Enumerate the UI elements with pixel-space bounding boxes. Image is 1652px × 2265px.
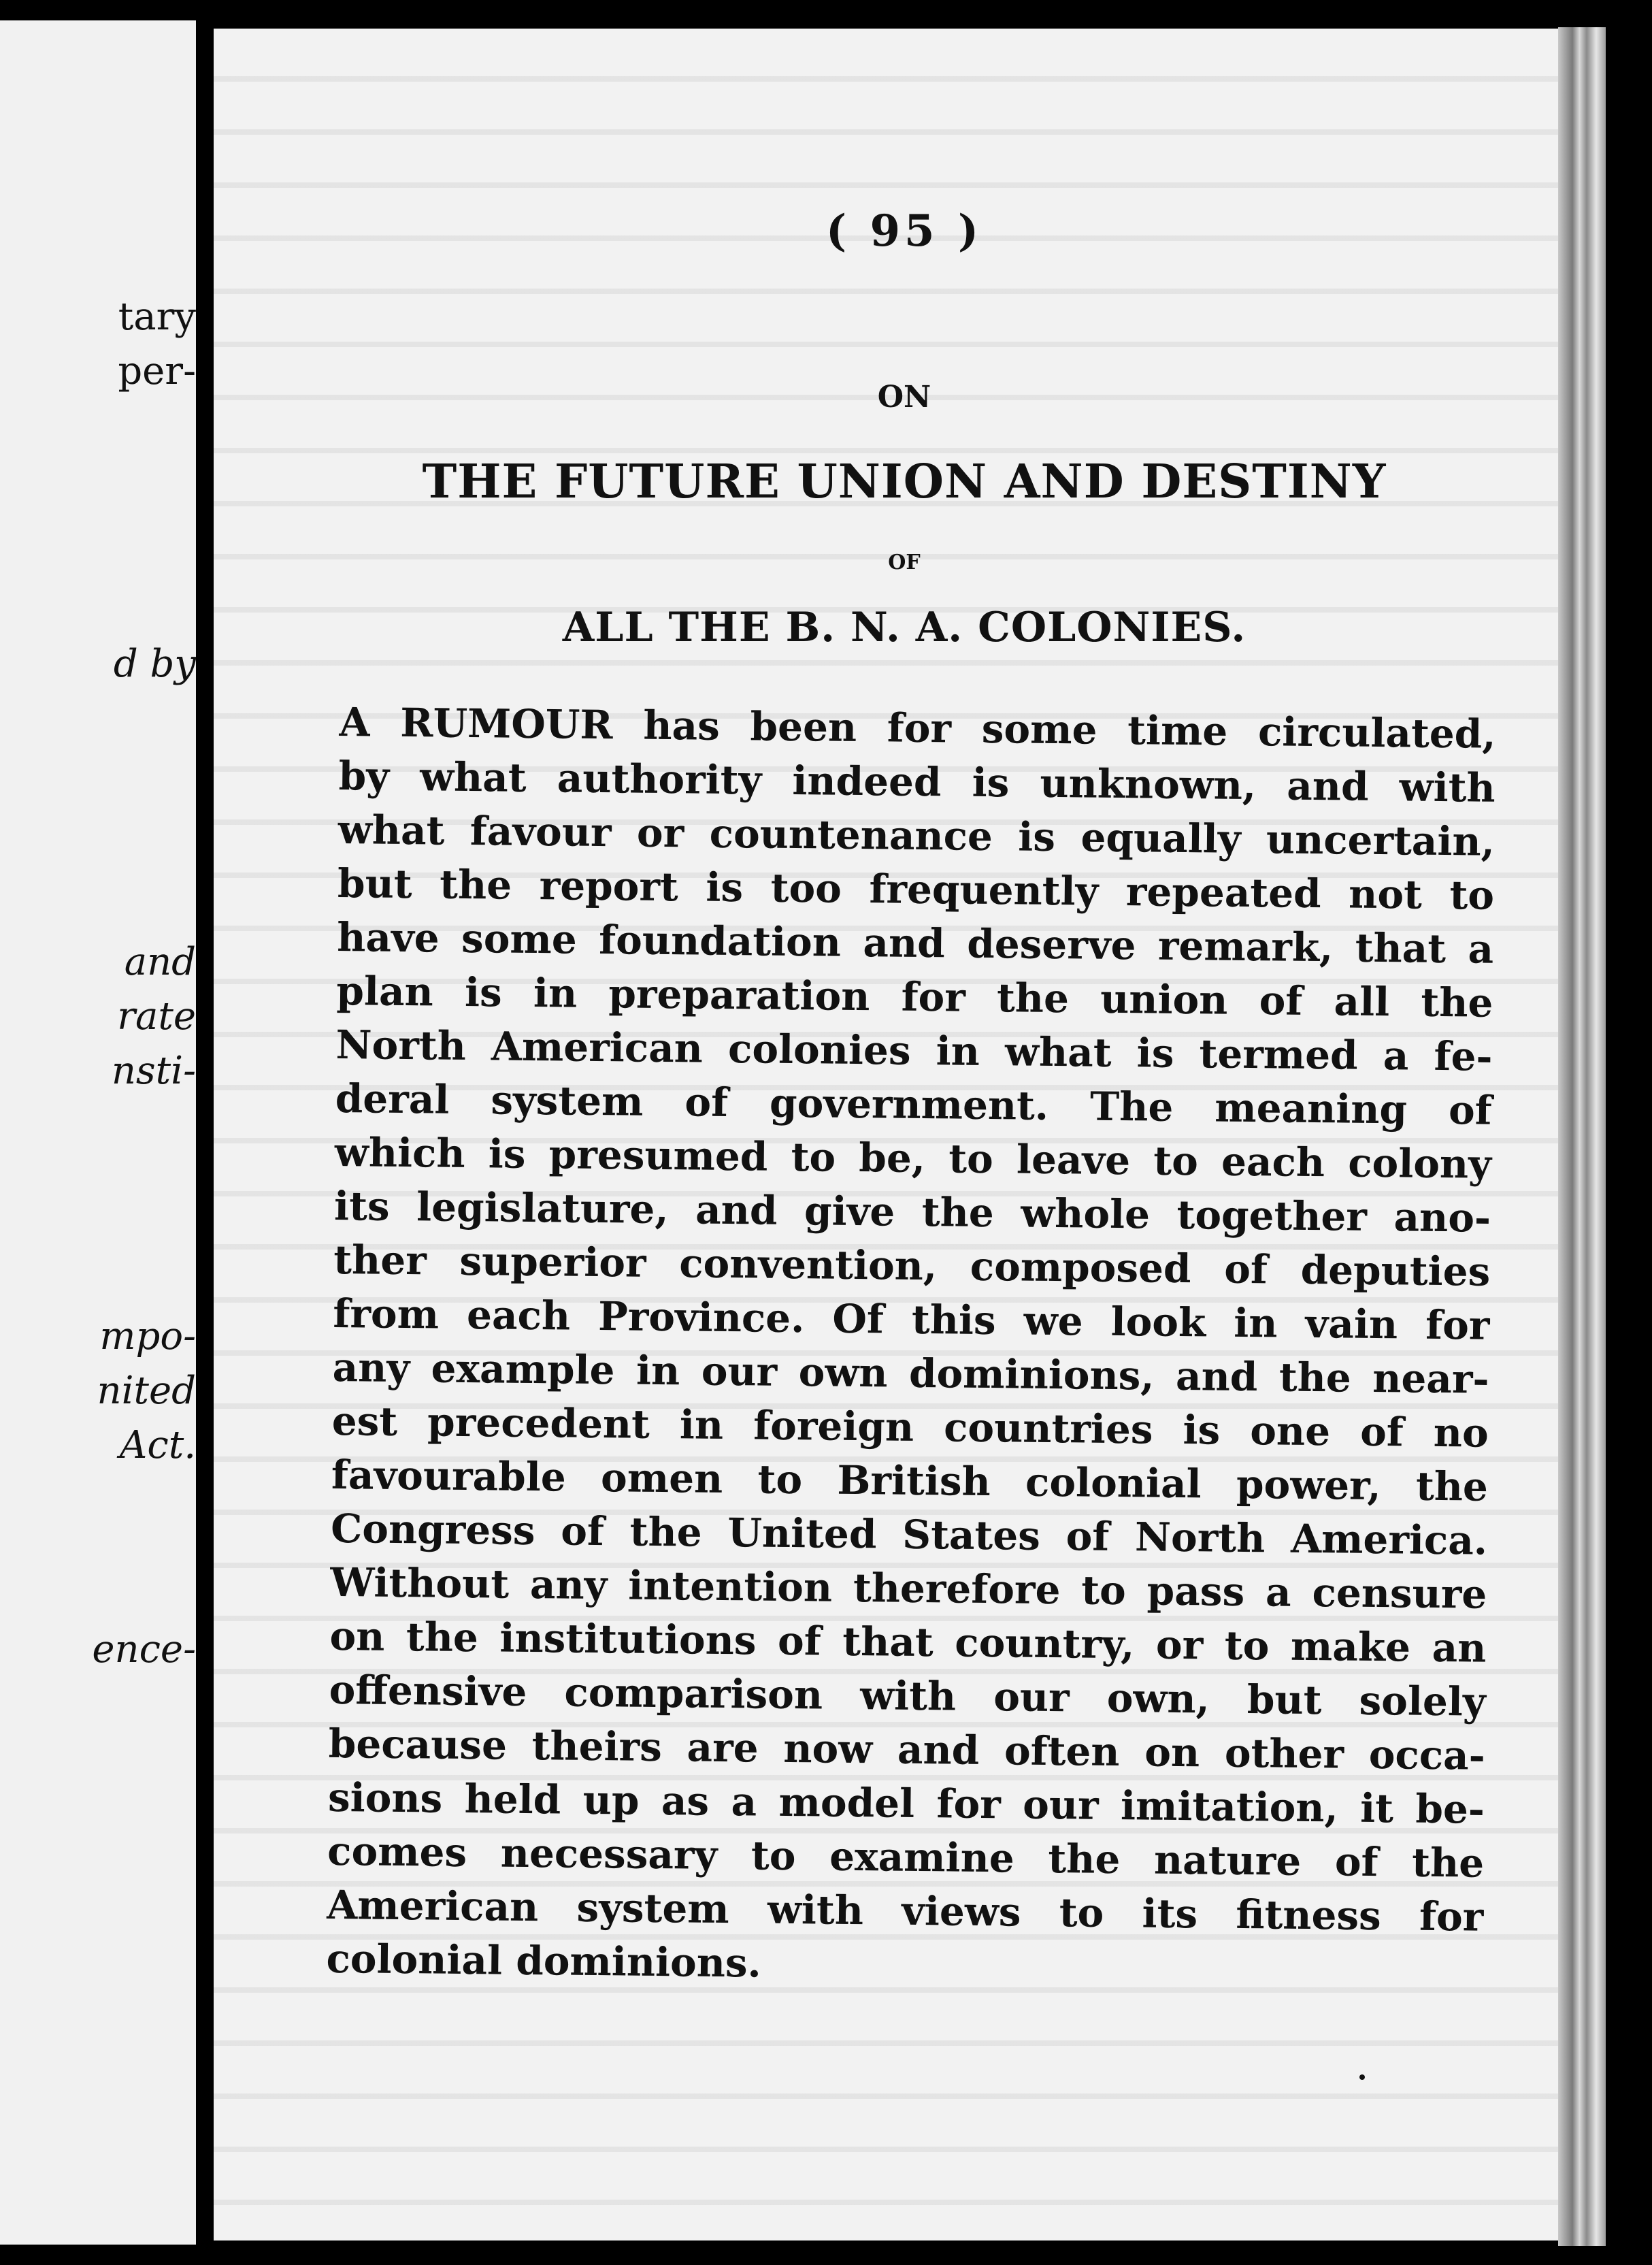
left-page-fragment: and <box>124 940 196 984</box>
text-line: but the report is too frequently repeated not to <box>337 860 1495 919</box>
text-line: because theirs are now and often on other occa- <box>328 1720 1486 1779</box>
left-page-fragment: Act. <box>119 1423 196 1467</box>
left-page-fragment: tary <box>118 295 196 339</box>
left-page-fragment: mpo- <box>99 1314 196 1358</box>
text-line: offensive comparison with our own, but solely <box>329 1666 1486 1725</box>
text-line: by what authority indeed is unknown, and with <box>338 752 1496 811</box>
text-line: North American colonies in what is termed a fe- <box>335 1021 1493 1080</box>
text-line: favourable omen to British colonial power, the <box>331 1451 1489 1510</box>
text-line: from each Province. Of this we look in vain for <box>333 1290 1490 1349</box>
text-line: have some foundation and deserve remark, that a <box>336 913 1494 973</box>
left-page-fragment: nsti- <box>111 1049 196 1093</box>
page-title: THE FUTURE UNION AND DESTINY <box>422 455 1387 509</box>
text-line: comes necessary to examine the nature of the <box>327 1827 1485 1887</box>
text-line: ther superior convention, composed of deputies <box>333 1236 1491 1295</box>
text-line: Without any intention therefore to pass a censure <box>329 1559 1487 1618</box>
text-line: on the institutions of that country, or to make an <box>329 1612 1487 1672</box>
text-line: Congress of the United States of North America. <box>330 1505 1488 1564</box>
text-line: A RUMOUR has been for some time circulated, <box>339 698 1496 757</box>
heading-of: OF <box>888 551 921 574</box>
left-facing-page <box>0 20 196 2245</box>
text-line: sions held up as a model for our imitation, it be- <box>327 1774 1485 1833</box>
left-page-fragment: rate <box>117 994 196 1039</box>
text-line: its legislature, and give the whole together ano- <box>333 1182 1491 1241</box>
text-line: plan is in preparation for the union of all the <box>336 967 1493 1026</box>
main-page <box>214 29 1568 2240</box>
text-line: deral system of government. The meaning of <box>335 1075 1493 1134</box>
heading-on: ON <box>877 380 931 414</box>
page-number: ( 95 ) <box>825 206 983 257</box>
left-page-fragment: ence- <box>92 1627 196 1672</box>
left-page-fragment: d by <box>113 642 196 686</box>
left-page-fragment: nited <box>97 1369 196 1413</box>
text-line: any example in our own dominions, and the near- <box>332 1343 1489 1403</box>
page-edges <box>1558 27 1606 2246</box>
text-line: what favour or countenance is equally uncertain, <box>337 806 1496 865</box>
text-line: which is presumed to be, to leave to each colony <box>334 1128 1492 1188</box>
text-line: est precedent in foreign countries is one of no <box>331 1397 1489 1456</box>
page-subtitle: ALL THE B. N. A. COLONIES. <box>562 604 1246 651</box>
book-gutter <box>196 0 214 2265</box>
text-line: colonial dominions. <box>326 1935 762 1987</box>
body-paragraph <box>326 696 1496 1998</box>
left-page-fragment: per- <box>118 349 196 393</box>
text-line: American system with views to its fitness for <box>327 1881 1484 1940</box>
ink-speck <box>1359 2074 1365 2080</box>
